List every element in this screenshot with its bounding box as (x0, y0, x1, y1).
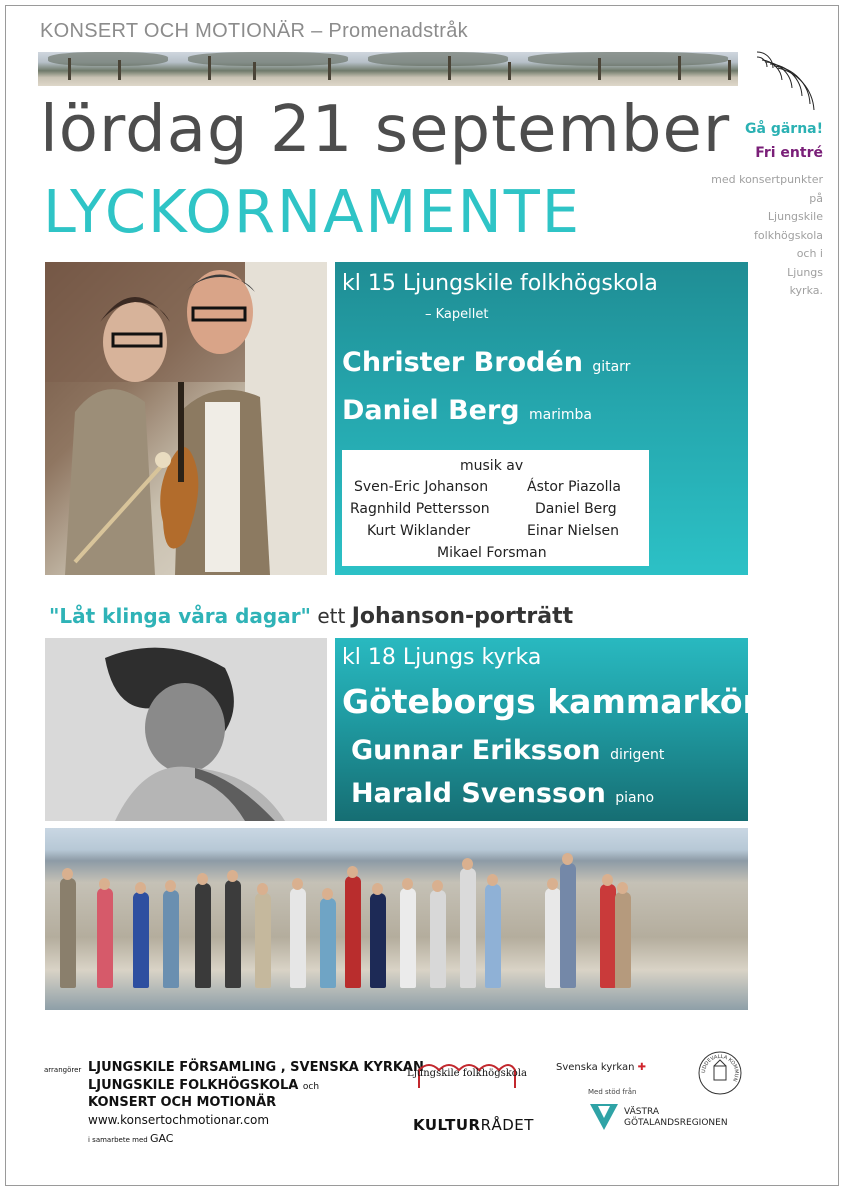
ljungskile-logo-text: Ljungskile folkhögskola (407, 1068, 527, 1079)
organizer-parish: LJUNGSKILE FÖRSAMLING , SVENSKA KYRKAN (88, 1060, 424, 1075)
svg-text:UDDEVALLA KOMMUN: UDDEVALLA KOMMUN (700, 1053, 740, 1083)
ensemble-name: Göteborgs kammarkör (342, 682, 759, 721)
svg-text:GÖTALANDSREGIONEN: GÖTALANDSREGIONEN (624, 1118, 728, 1128)
organizer-folkhogskola: LJUNGSKILE FOLKHÖGSKOLA och (88, 1078, 320, 1093)
header-line: KONSERT OCH MOTIONÄR – Promenadstråk (40, 20, 468, 42)
concert1-time-place: kl 15 Ljungskile folkhögskola (342, 271, 658, 296)
concert2-time-place: kl 18 Ljungs kyrka (342, 645, 542, 670)
composer: Einar Nielsen (527, 523, 620, 539)
free-entry: Fri entré (755, 145, 823, 161)
kulturradet-logo: KULTURRÅDET (413, 1116, 534, 1134)
go-note: Gå gärna! (745, 121, 823, 137)
composer: Mikael Forsman (437, 545, 547, 561)
svenska-kyrkan-logo: Svenska kyrkan ✚ (556, 1062, 647, 1073)
composer-heading: musik av (460, 458, 524, 474)
performer-daniel: Daniel Berg marimba (342, 395, 592, 426)
arrangers-label: arrangörer (44, 1066, 82, 1074)
composer: Ragnhild Pettersson (350, 501, 490, 517)
composer: Kurt Wiklander (367, 523, 471, 539)
cross-icon: ✚ (637, 1062, 647, 1073)
support-label: Med stöd från (588, 1088, 637, 1096)
performer-christer: Christer Brodén gitarr (342, 347, 631, 378)
event-title: LYCKORNAMENTE (43, 177, 582, 246)
composer: Sven-Eric Johanson (354, 479, 489, 495)
svg-text:VÄSTRA: VÄSTRA (624, 1107, 659, 1117)
performer-harald: Harald Svensson piano (351, 778, 655, 809)
ljungskile-logo (407, 1058, 527, 1090)
event-date: lördag 21 september (40, 93, 731, 167)
municipal-seal-icon (697, 1050, 743, 1096)
photo-composer-portrait (45, 638, 327, 821)
photo-choir-on-beach (45, 828, 748, 1010)
cooperation-note: i samarbete med GAC (88, 1132, 174, 1145)
banner-photo-promenade (38, 52, 738, 86)
portrait-heading: "Låt klinga våra dagar" ett Johanson-porträtt (49, 604, 574, 629)
vastra-gotalandsregionen-logo (588, 1100, 748, 1134)
sound-waves-icon (752, 52, 814, 114)
concert1-sub-place: – Kapellet (425, 307, 489, 322)
composer-list (342, 450, 649, 566)
photo-musicians (45, 262, 327, 575)
composer: Daniel Berg (535, 501, 617, 517)
performer-gunnar: Gunnar Eriksson dirigent (351, 735, 665, 766)
organizer-konsert: KONSERT OCH MOTIONÄR (88, 1095, 277, 1110)
website-link[interactable]: www.konsertochmotionar.com (88, 1113, 270, 1127)
side-details: med konsertpunkter på Ljungskile folkhögskola och i Ljungs kyrka. (711, 173, 823, 297)
composer: Ástor Piazolla (527, 479, 622, 495)
